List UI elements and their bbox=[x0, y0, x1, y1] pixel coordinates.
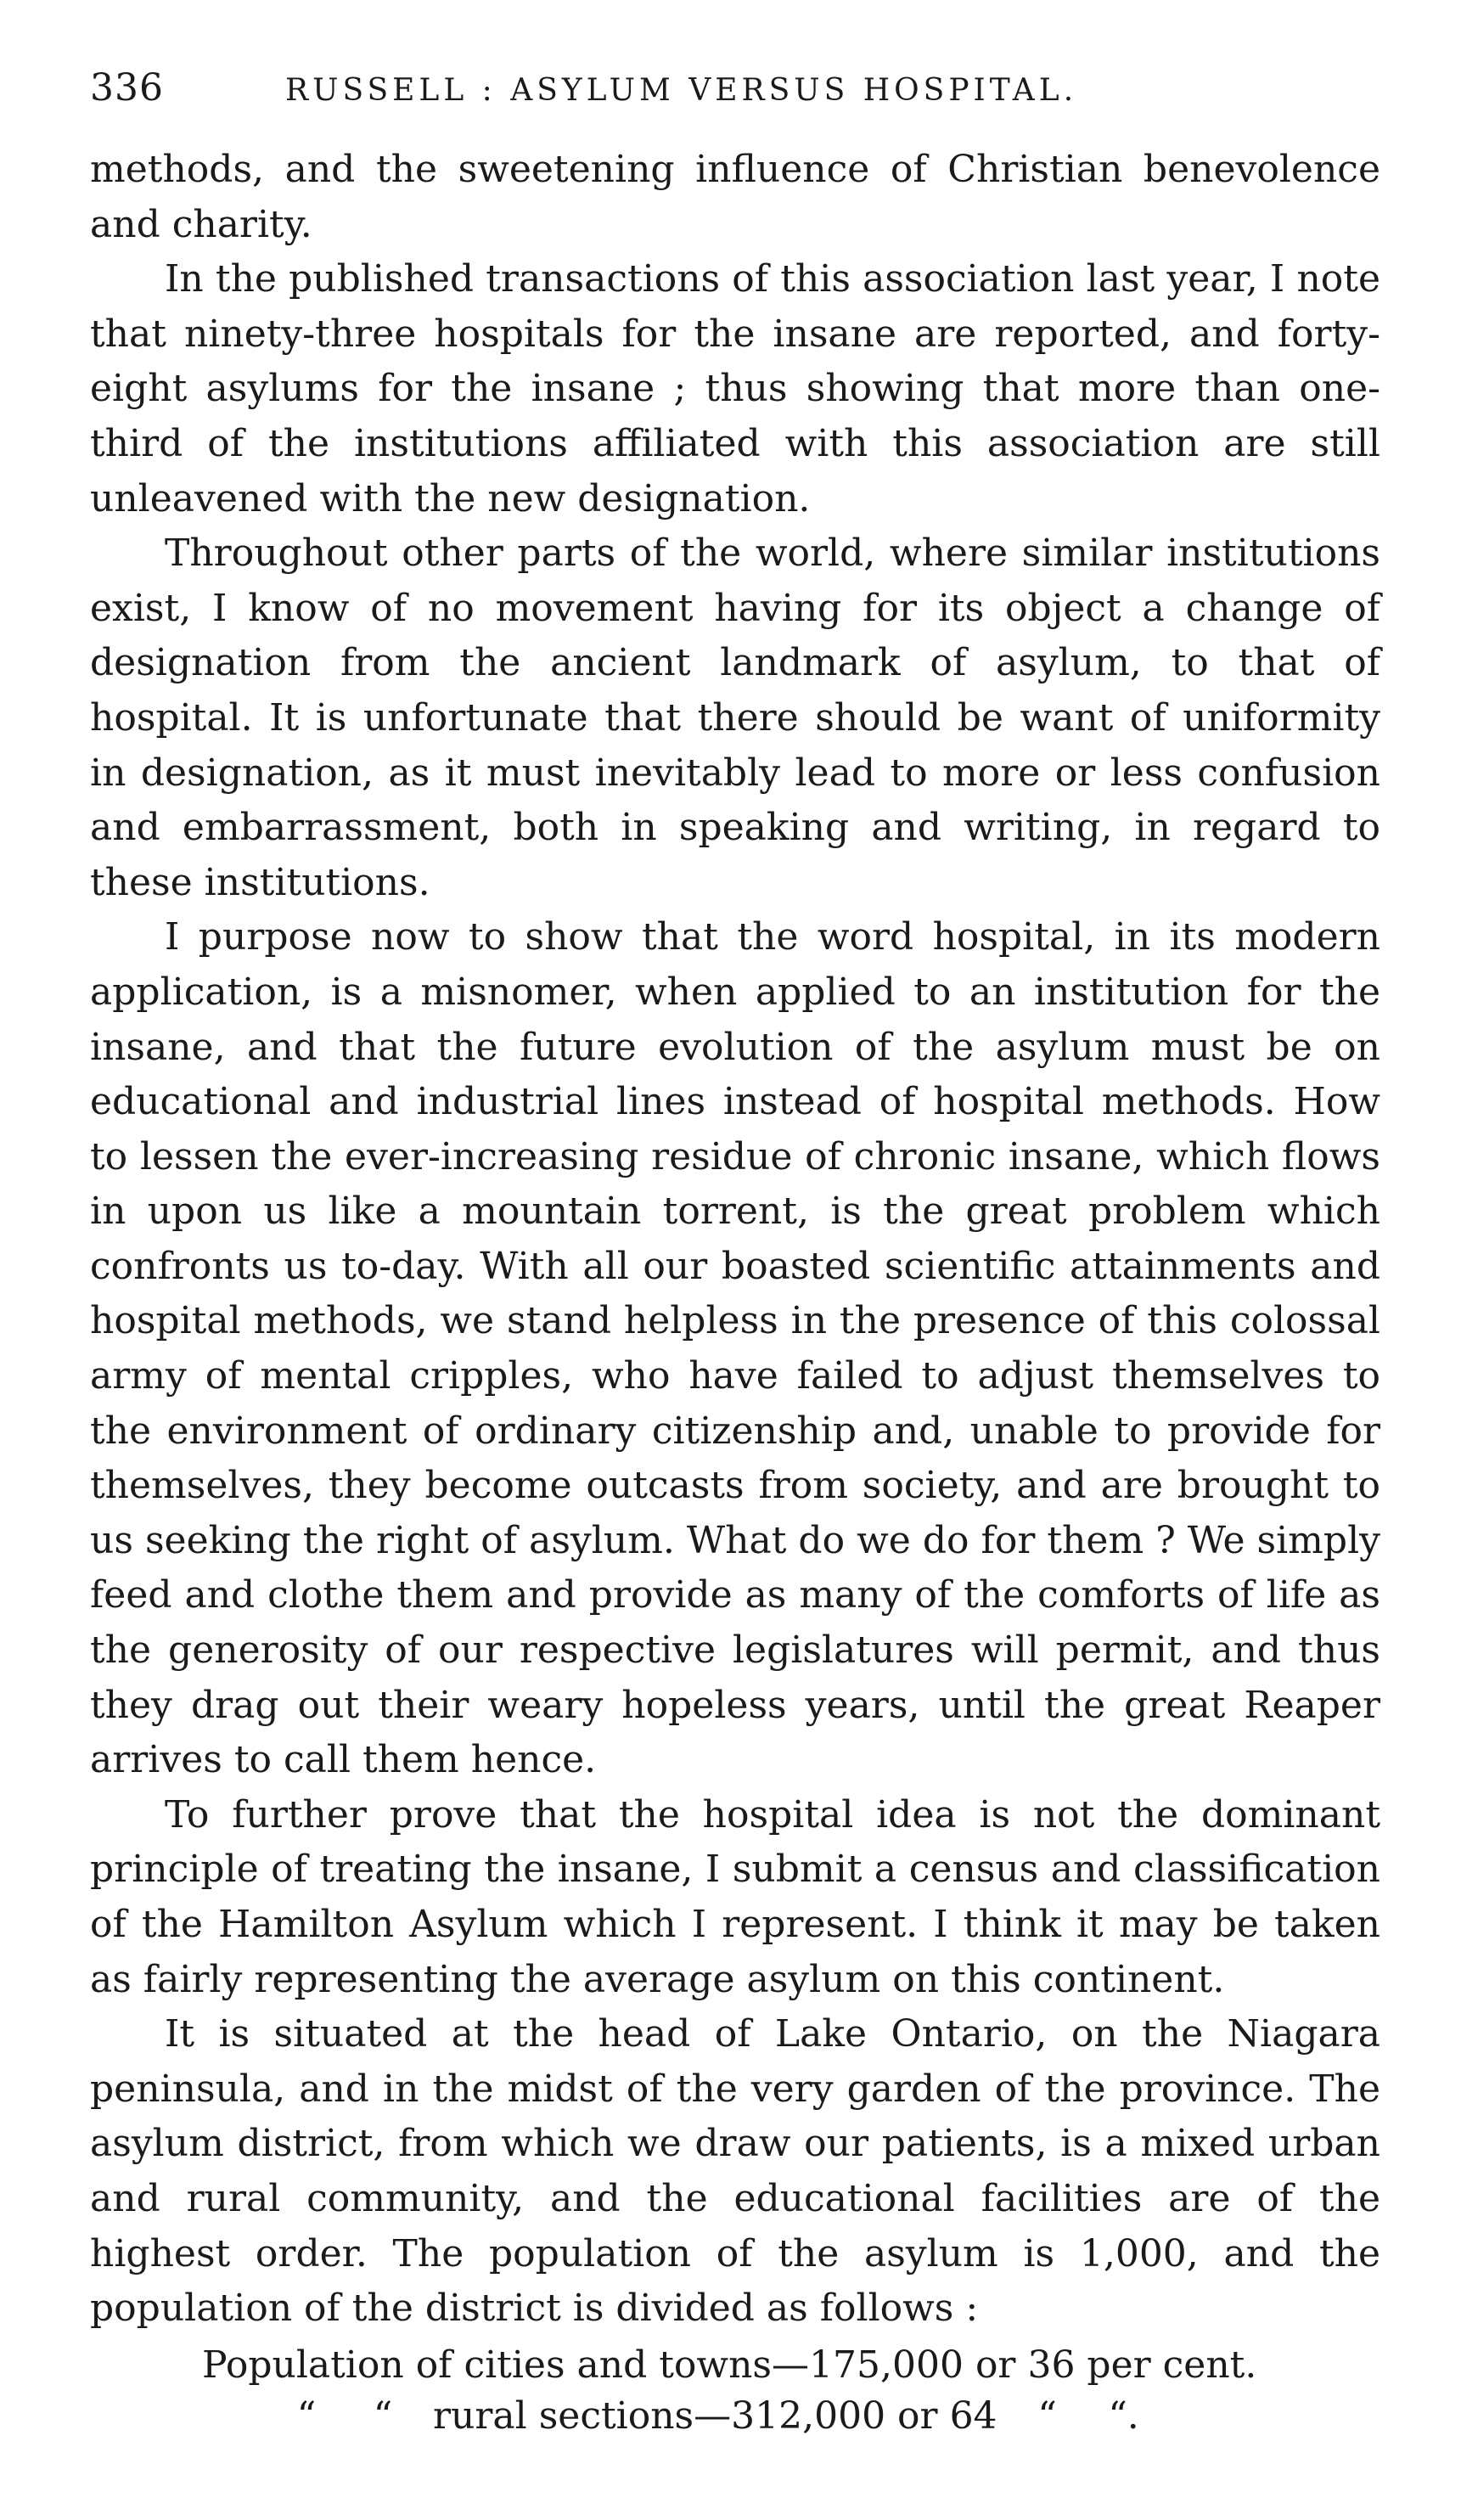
paragraph: Throughout other parts of the world, where similar institutions exist, I know of no movement having for its object a change of designation from the ancient landmark of asylum, to that of hospital. It is unfortunate that there should be want of uniformity in designation, as it must inevitably lead to more or less confusion and embarrassment, both in speaking and writing, in regard to these institutions. bbox=[90, 532, 1380, 904]
paragraph: In the published transactions of this association last year, I note that ninety-three hospitals for the insane are reported, and forty-eight asylums for the insane ; thus showing that more than one-third of the institutions affiliated with this association are still unleavened with the new designation. bbox=[90, 257, 1380, 520]
population-census bbox=[90, 2340, 1380, 2442]
body-text bbox=[90, 143, 1380, 2337]
paragraph: To further prove that the hospital idea is not the dominant principle of treating the insane, I submit a census and classification of the Hamilton Asylum which I represent. I think it may be taken as fairly representing the average asylum on this continent. bbox=[90, 1792, 1380, 2001]
paragraph: I purpose now to show that the word hospital, in its modern application, is a misnomer, when applied to an institution for the insane, and that the future evolution of the asylum must be on educational and industrial lines instead of hospital methods. How to lessen the ever-increasing residue of chronic insane, which flows in upon us like a mountain torrent, is the great problem which confronts us to-day. With all our boasted scientific attainments and hospital methods, we stand helpless in the presence of this colossal army of mental cripples, who have failed to adjust themselves to the environment of ordinary citizenship and, unable to provide for themselves, they become outcasts from society, and are brought to us seeking the right of asylum. What do we do for them ? We simply feed and clothe them and provide as many of the comforts of life as the generosity of our respective legislatures will permit, and thus they drag out their weary hopeless years, until the great Reaper arrives to call them hence. bbox=[90, 915, 1380, 1782]
census-line-rural bbox=[90, 2391, 1380, 2442]
running-head bbox=[90, 66, 1380, 143]
ditto-mark: “ bbox=[1037, 2393, 1057, 2438]
ditto-mark: “. bbox=[1108, 2393, 1139, 2438]
ditto-mark: “ bbox=[296, 2393, 317, 2438]
running-title: RUSSELL : ASYLUM VERSUS HOSPITAL. bbox=[285, 73, 1078, 108]
paragraph-continuation: methods, and the sweetening influence of Christian benevolence and charity. bbox=[90, 148, 1380, 246]
ditto-mark: “ bbox=[373, 2393, 393, 2438]
page-number: 336 bbox=[90, 66, 164, 110]
paragraph: It is situated at the head of Lake Ontario, on the Niagara peninsula, and in the midst of the very garden of the province. The asylum district, from which we draw our patients, is a mixed urban and rural community, and the educational facilities are of the highest order. The population of the asylum is 1,000, and the population of the district is divided as follows : bbox=[90, 2012, 1380, 2331]
census-rural-text: rural sections—312,000 or 64 bbox=[433, 2393, 997, 2438]
document-page bbox=[90, 66, 1380, 2442]
census-line-cities: Population of cities and towns—175,000 or 36 per cent. bbox=[202, 2343, 1257, 2387]
